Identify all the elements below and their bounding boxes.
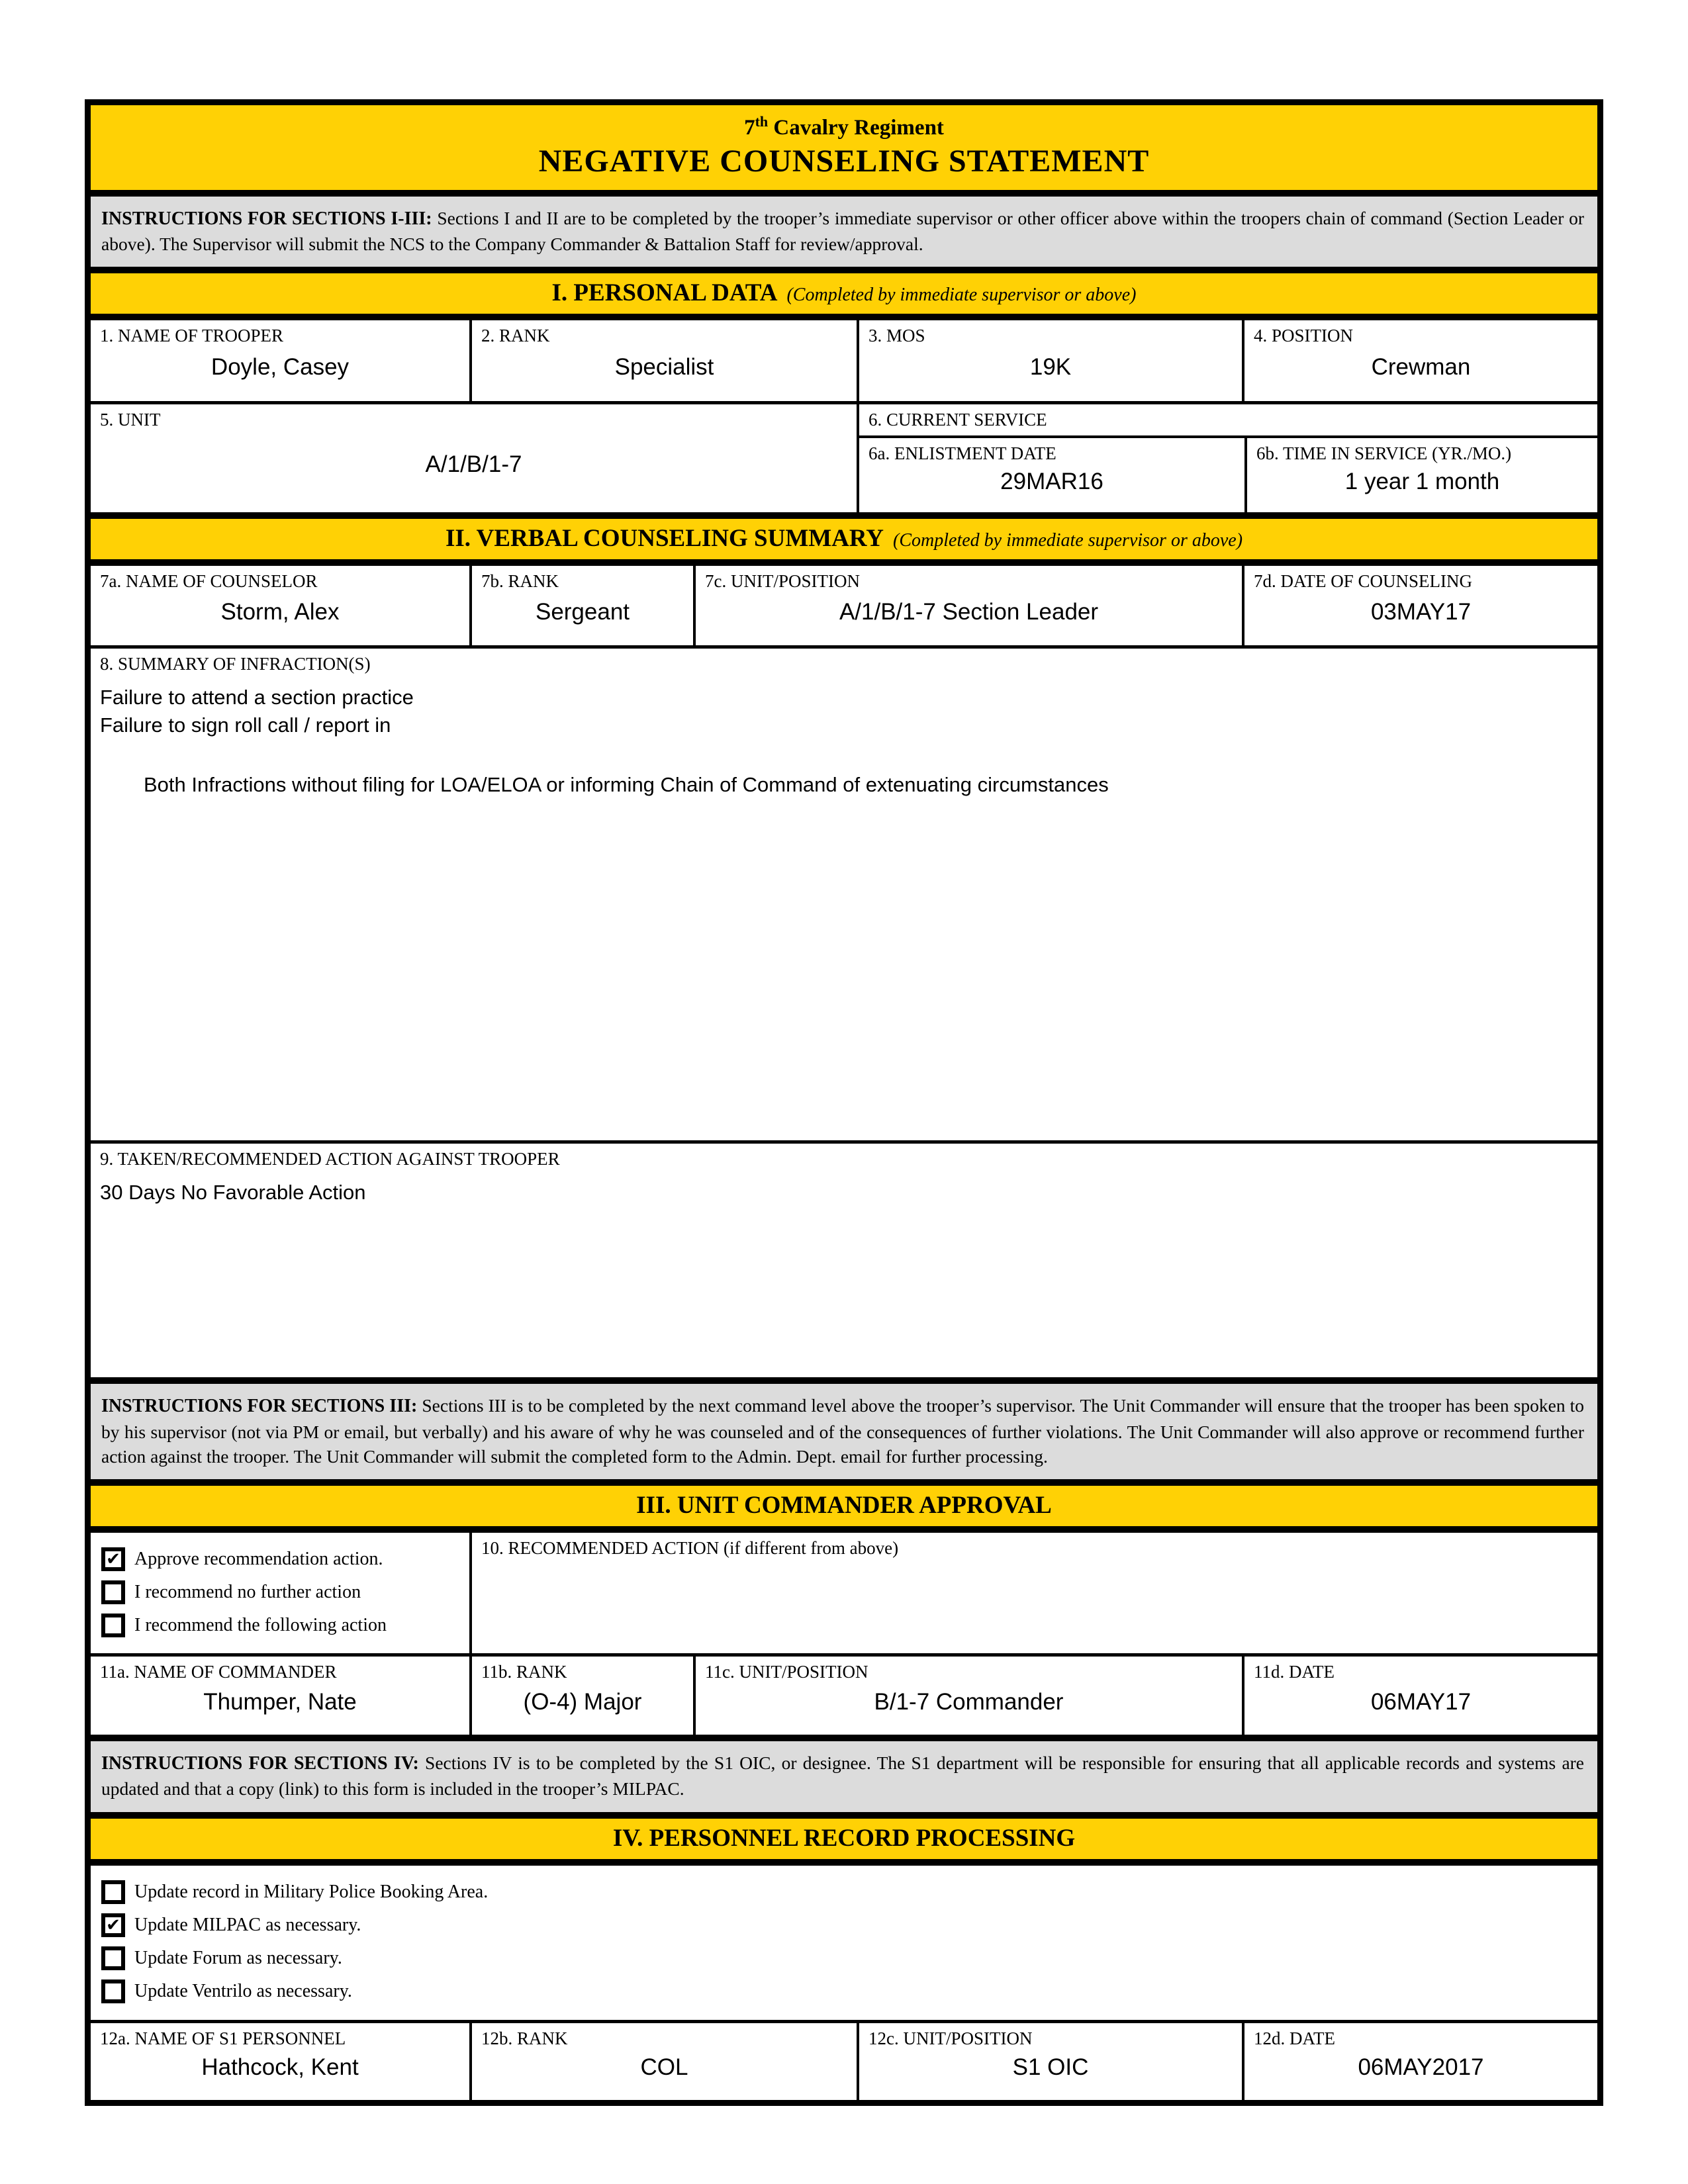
trooper-position-cell bbox=[1242, 320, 1597, 401]
commander-date-cell bbox=[1242, 1657, 1597, 1735]
s1-unit-value: S1 OIC bbox=[1012, 2054, 1089, 2081]
no-further-action-label: I recommend no further action bbox=[134, 1582, 361, 1603]
section-2-subtitle: (Completed by immediate supervisor or above) bbox=[893, 530, 1243, 551]
s1-date-value: 06MAY2017 bbox=[1358, 2054, 1484, 2081]
update-forum-label: Update Forum as necessary. bbox=[134, 1947, 342, 1968]
instructions-sections-4 bbox=[91, 1735, 1597, 1811]
time-in-service-label: 6b. TIME IN SERVICE (YR./MO.) bbox=[1256, 443, 1512, 464]
section-4-header bbox=[91, 1812, 1597, 1866]
counseling-date-value: 03MAY17 bbox=[1370, 598, 1472, 625]
section-1-header bbox=[91, 267, 1597, 320]
section-4-title: IV. PERSONNEL RECORD PROCESSING bbox=[612, 1824, 1076, 1852]
trooper-name-cell bbox=[91, 320, 469, 401]
commander-date-value: 06MAY17 bbox=[1370, 1688, 1472, 1715]
counselor-name-value: Storm, Alex bbox=[220, 598, 340, 625]
s1-name-label: 12a. NAME OF S1 PERSONNEL bbox=[100, 2028, 346, 2048]
time-in-service-value: 1 year 1 month bbox=[1344, 468, 1500, 494]
trooper-unit-value: A/1/B/1-7 bbox=[425, 451, 522, 478]
commander-unit-cell bbox=[693, 1657, 1242, 1735]
following-action-option bbox=[101, 1614, 463, 1637]
commander-rank-cell bbox=[469, 1657, 693, 1735]
section-3-title: III. UNIT COMMANDER APPROVAL bbox=[636, 1492, 1052, 1520]
counseling-date-label: 7d. DATE OF COUNSELING bbox=[1254, 571, 1472, 592]
s1-rank-cell bbox=[469, 2023, 857, 2100]
approve-recommendation-label: Approve recommendation action. bbox=[134, 1549, 383, 1570]
personal-data-row-2 bbox=[91, 401, 1597, 512]
counselor-name-cell bbox=[91, 566, 469, 645]
update-milpac-checkbox[interactable]: ✔ bbox=[101, 1913, 125, 1937]
approval-checkbox-group bbox=[91, 1533, 469, 1653]
instructions-4-lead: INSTRUCTIONS FOR SECTIONS IV: bbox=[101, 1753, 419, 1774]
recommended-action-label: 9. TAKEN/RECOMMENDED ACTION AGAINST TROOPER bbox=[100, 1149, 560, 1169]
counselor-unit-cell bbox=[693, 566, 1242, 645]
instructions-3-lead: INSTRUCTIONS FOR SECTIONS III: bbox=[101, 1396, 418, 1417]
s1-rank-value: COL bbox=[640, 2054, 688, 2081]
commander-rank-label: 11b. RANK bbox=[481, 1662, 567, 1682]
update-milpac-label: Update MILPAC as necessary. bbox=[134, 1914, 361, 1935]
infraction-line: Failure to attend a section practice bbox=[100, 686, 414, 709]
instructions-4-body: Sections IV is to be completed by the S1 OIC, or designee. The S1 department will be responsible for ensuring that all applicable records and systems are updated and that a copy (link) to this form is included in the trooper’s MILPAC. bbox=[101, 1752, 1585, 1799]
no-further-action-checkbox[interactable] bbox=[101, 1580, 125, 1604]
instructions-sections-1-3 bbox=[91, 197, 1597, 267]
s1-date-cell bbox=[1242, 2023, 1597, 2100]
s1-personnel-row bbox=[91, 2020, 1597, 2100]
enlistment-date-cell bbox=[859, 438, 1244, 512]
trooper-rank-value: Specialist bbox=[614, 353, 714, 380]
s1-date-label: 12d. DATE bbox=[1254, 2028, 1335, 2048]
summary-of-infractions-content bbox=[100, 684, 1588, 799]
summary-of-infractions-label: 8. SUMMARY OF INFRACTION(S) bbox=[100, 654, 371, 674]
current-service-subrow bbox=[859, 438, 1597, 512]
approve-recommendation-checkbox[interactable]: ✔ bbox=[101, 1547, 125, 1571]
instructions-1-3-body: Sections I and II are to be completed by the trooper’s immediate supervisor or other officer above within the troopers chain of command (Section Leader or above). The Supervisor will submit the NCS to the Company Commander & Battalion Staff for review/approval. bbox=[101, 208, 1584, 255]
update-ventrilo-label: Update Ventrilo as necessary. bbox=[134, 1980, 352, 2001]
counselor-name-label: 7a. NAME OF COUNSELOR bbox=[100, 571, 318, 592]
commander-row bbox=[91, 1653, 1597, 1735]
update-booking-area-checkbox[interactable] bbox=[101, 1880, 125, 1904]
commander-date-label: 11d. DATE bbox=[1254, 1662, 1335, 1682]
no-further-action-option bbox=[101, 1580, 463, 1604]
counselor-rank-value: Sergeant bbox=[535, 598, 630, 625]
commander-unit-label: 11c. UNIT/POSITION bbox=[705, 1662, 868, 1682]
commander-name-value: Thumper, Nate bbox=[203, 1688, 357, 1715]
following-action-label: I recommend the following action bbox=[134, 1615, 387, 1636]
section-2-header bbox=[91, 512, 1597, 566]
counseling-date-cell bbox=[1242, 566, 1597, 645]
section-1-subtitle: (Completed by immediate supervisor or above) bbox=[786, 285, 1137, 306]
recommended-action-10-cell bbox=[469, 1533, 1597, 1653]
update-forum-checkbox[interactable] bbox=[101, 1946, 125, 1970]
s1-unit-cell bbox=[857, 2023, 1242, 2100]
section-2-title: II. VERBAL COUNSELING SUMMARY bbox=[445, 525, 884, 553]
instructions-sections-3 bbox=[91, 1377, 1597, 1479]
counselor-unit-label: 7c. UNIT/POSITION bbox=[705, 571, 860, 592]
recommended-action-box bbox=[91, 1140, 1597, 1377]
commander-unit-value: B/1-7 Commander bbox=[874, 1688, 1064, 1715]
trooper-position-value: Crewman bbox=[1371, 353, 1471, 380]
trooper-mos-value: 19K bbox=[1029, 353, 1072, 380]
s1-unit-label: 12c. UNIT/POSITION bbox=[868, 2028, 1033, 2048]
update-booking-area-label: Update record in Military Police Booking Area. bbox=[134, 1881, 489, 1902]
commander-name-cell bbox=[91, 1657, 469, 1735]
form-header bbox=[91, 105, 1597, 197]
recommended-action-10-label: 10. RECOMMENDED ACTION (if different from above) bbox=[481, 1538, 899, 1559]
regiment-title: 7th Cavalry Regiment bbox=[744, 113, 944, 140]
form-title: NEGATIVE COUNSELING STATEMENT bbox=[538, 144, 1150, 179]
summary-of-infractions-box bbox=[91, 645, 1597, 1140]
recommended-action-value: 30 Days No Favorable Action bbox=[100, 1181, 366, 1205]
update-forum-option bbox=[101, 1946, 1591, 1970]
time-in-service-cell bbox=[1244, 438, 1597, 512]
trooper-unit-cell bbox=[91, 404, 857, 512]
trooper-name-value: Doyle, Casey bbox=[211, 353, 350, 380]
update-ventrilo-checkbox[interactable] bbox=[101, 1979, 125, 2003]
commander-name-label: 11a. NAME OF COMMANDER bbox=[100, 1662, 337, 1682]
counselor-unit-value: A/1/B/1-7 Section Leader bbox=[839, 598, 1099, 625]
commander-approval-row bbox=[91, 1533, 1597, 1653]
current-service-label: 6. CURRENT SERVICE bbox=[859, 404, 1597, 438]
infraction-line: Failure to sign roll call / report in bbox=[100, 713, 391, 737]
enlistment-date-value: 29MAR16 bbox=[1000, 468, 1103, 494]
s1-name-cell bbox=[91, 2023, 469, 2100]
personal-data-row-1 bbox=[91, 320, 1597, 401]
s1-name-value: Hathcock, Kent bbox=[201, 2054, 359, 2081]
trooper-unit-label: 5. UNIT bbox=[100, 410, 161, 430]
update-milpac-option bbox=[101, 1913, 1591, 1937]
trooper-rank-label: 2. RANK bbox=[481, 326, 550, 346]
trooper-name-label: 1. NAME OF TROOPER bbox=[100, 326, 284, 346]
following-action-checkbox[interactable] bbox=[101, 1614, 125, 1637]
negative-counseling-form bbox=[85, 99, 1603, 2106]
ordinal-suffix: th bbox=[755, 113, 769, 130]
counselor-rank-label: 7b. RANK bbox=[481, 571, 559, 592]
enlistment-date-label: 6a. ENLISTMENT DATE bbox=[868, 443, 1056, 464]
current-service-cell bbox=[857, 404, 1597, 512]
section-1-title: I. PERSONAL DATA bbox=[551, 279, 778, 307]
s1-rank-label: 12b. RANK bbox=[481, 2028, 568, 2048]
trooper-rank-cell bbox=[469, 320, 857, 401]
commander-rank-value: (O-4) Major bbox=[523, 1688, 642, 1715]
instructions-3-body: Sections III is to be completed by the next command level above the trooper’s supervisor. The Unit Commander will ensure that the trooper has been spoken to by his supervisor (not via PM or email, but verbally) and his aware of why he was counseled and of the consequences of further violations. The Unit Commander will also approve or recommend further action against the trooper. The Unit Commander will submit the completed form to the Admin. Dept. email for further processing. bbox=[101, 1395, 1584, 1467]
section-3-header bbox=[91, 1479, 1597, 1533]
trooper-position-label: 4. POSITION bbox=[1254, 326, 1354, 346]
trooper-mos-cell bbox=[857, 320, 1242, 401]
instructions-1-3-lead: INSTRUCTIONS FOR SECTIONS I-III: bbox=[101, 208, 432, 229]
approve-recommendation-option bbox=[101, 1547, 463, 1571]
update-booking-area-option bbox=[101, 1880, 1591, 1904]
counselor-row bbox=[91, 566, 1597, 645]
update-ventrilo-option bbox=[101, 1979, 1591, 2003]
trooper-mos-label: 3. MOS bbox=[868, 326, 925, 346]
record-processing-checkbox-group bbox=[91, 1866, 1597, 2020]
infraction-note: Both Infractions without filing for LOA/ELOA or informing Chain of Command of extenuating circumstances bbox=[144, 773, 1109, 797]
counselor-rank-cell bbox=[469, 566, 693, 645]
